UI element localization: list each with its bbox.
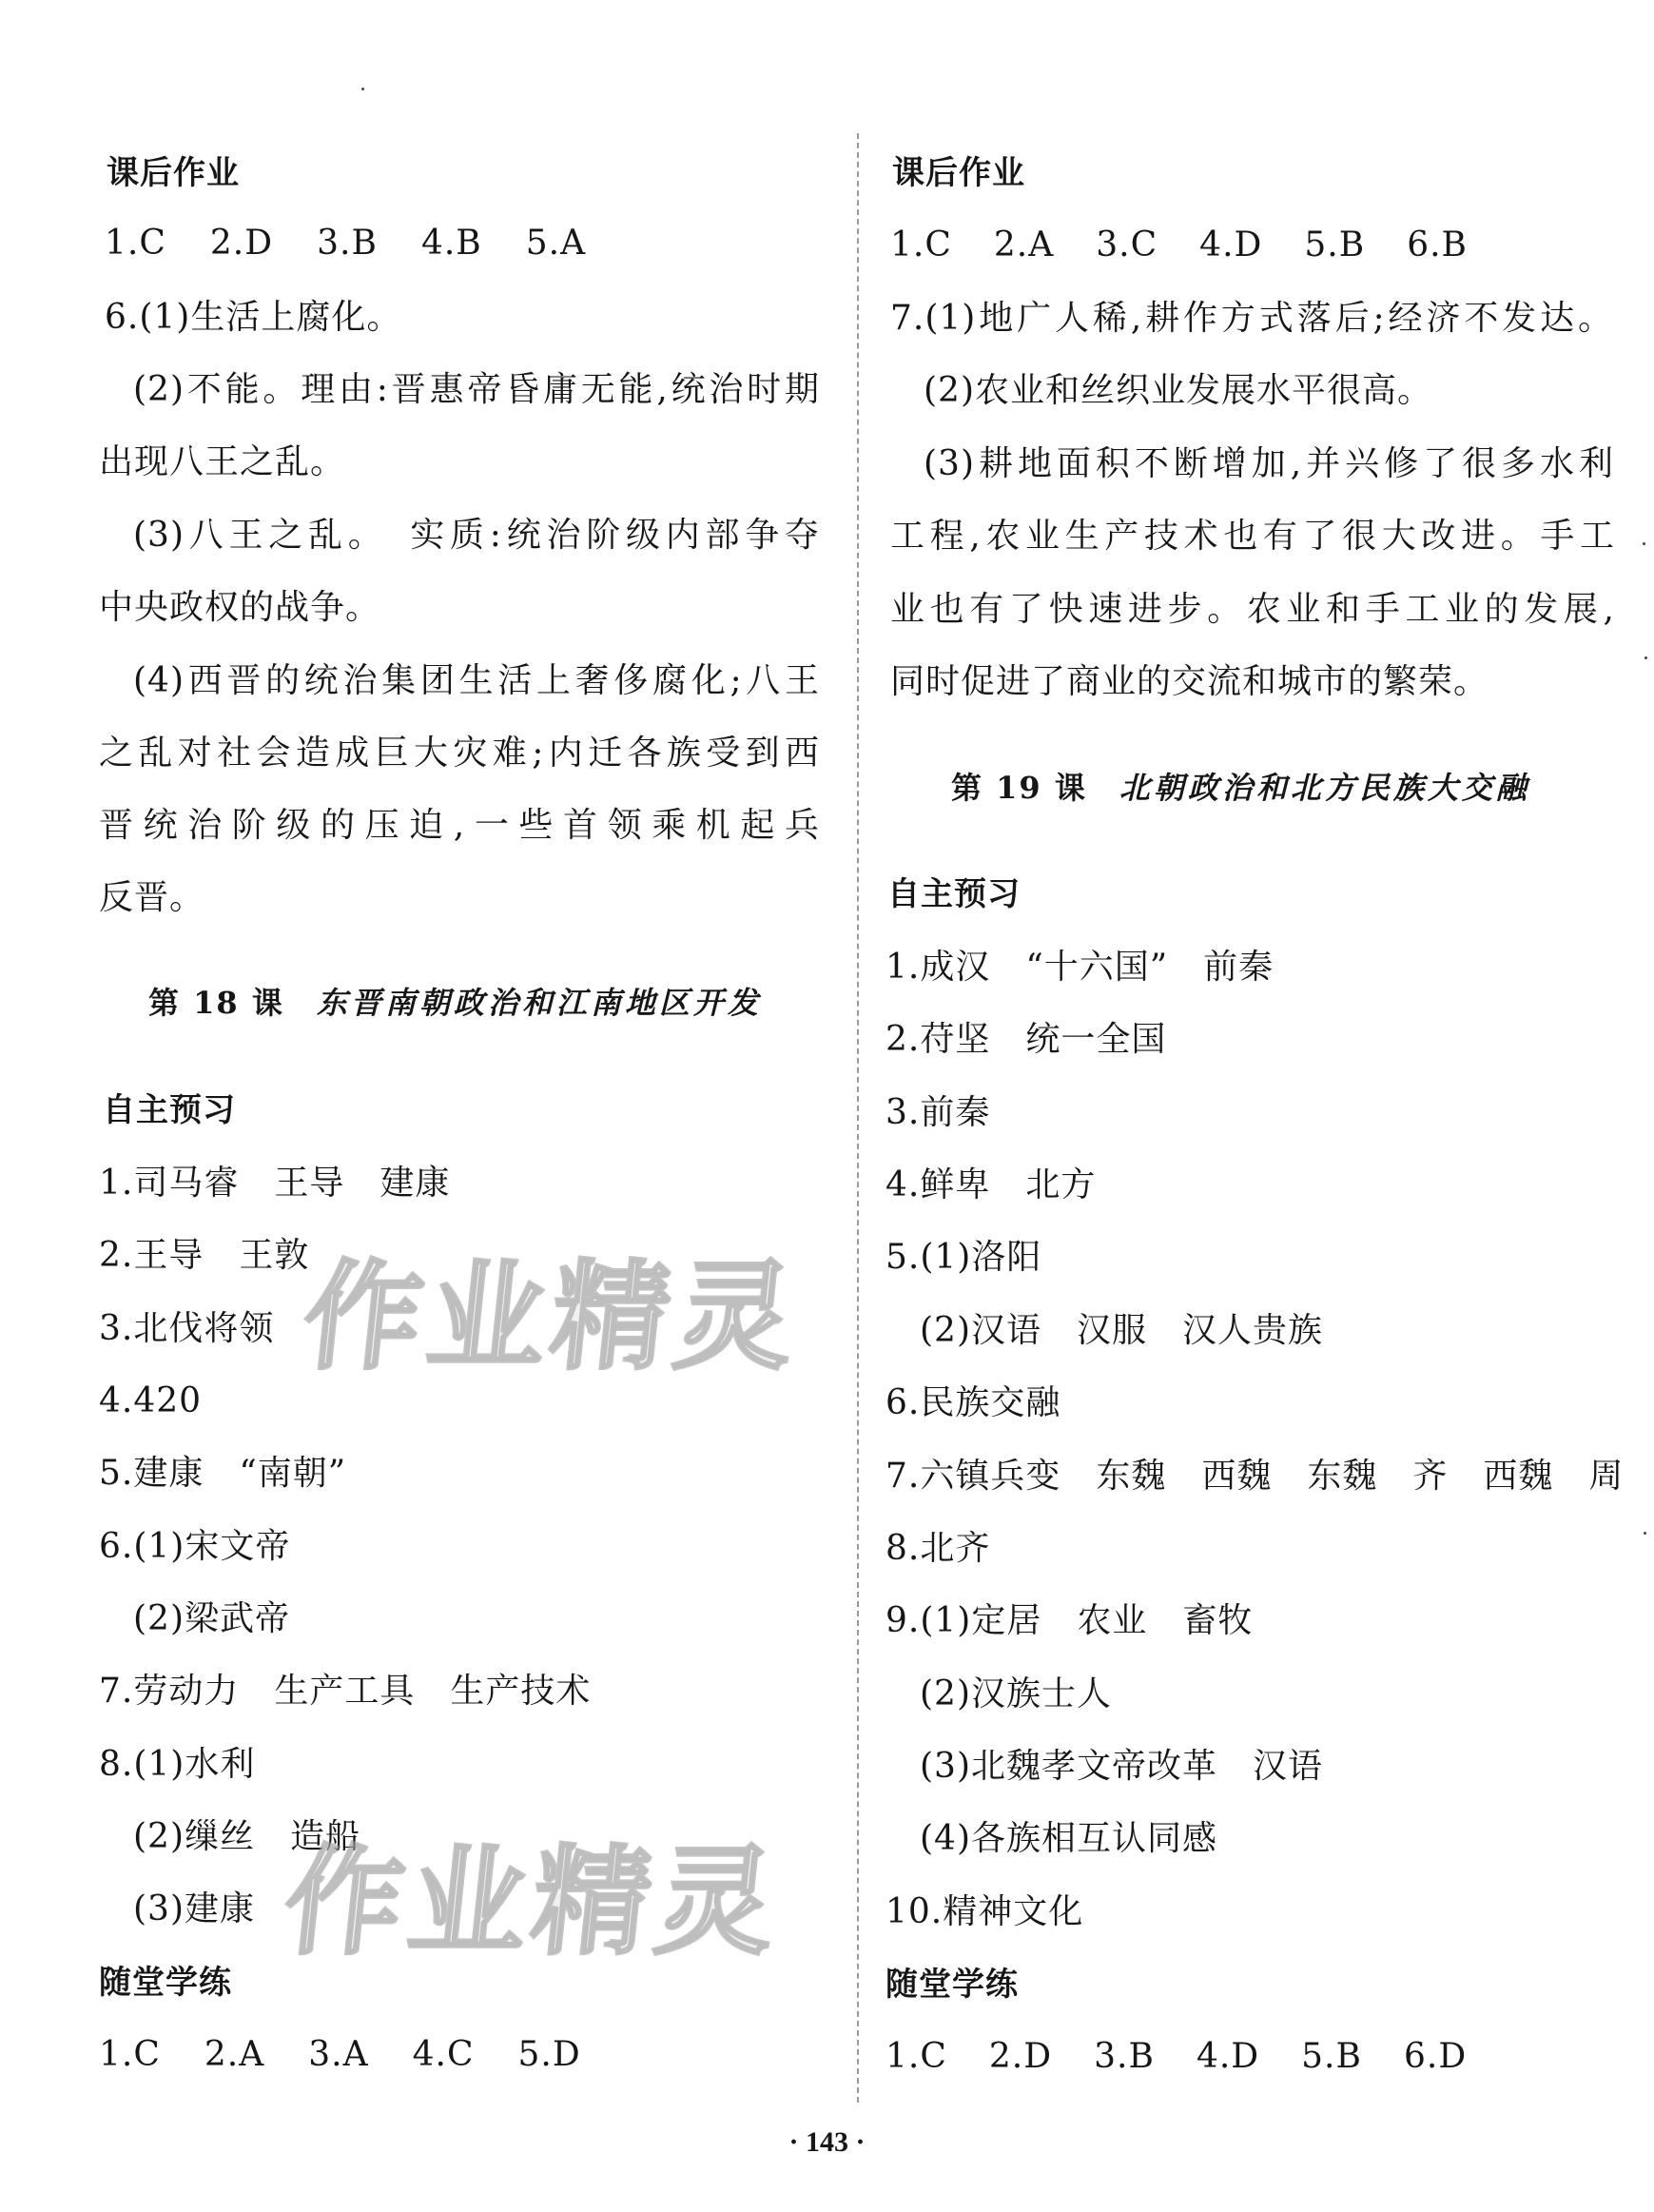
answer-line: 之乱对社会造成巨大灾难;内迁各族受到西 (99, 734, 820, 773)
answer: 2.D (209, 224, 274, 263)
answer-line: 反晋。 (99, 878, 205, 917)
answer-line: 7.六镇兵变 东魏 西魏 东魏 齐 西魏 周 (885, 1457, 1625, 1496)
answer: 5.B (1301, 2037, 1362, 2076)
answer-line: 4.420 (99, 1381, 203, 1420)
lesson-title (148, 982, 762, 1024)
answer-line: (2)汉语 汉服 汉人贵族 (920, 1311, 1323, 1350)
answer-line: 1.成汉 “十六国” 前秦 (885, 948, 1275, 987)
mc-answers-row (105, 223, 586, 264)
answer-line: (4)西晋的统治集团生活上奢侈腐化;八王 (133, 661, 820, 700)
lesson-number: 第 19 课 (951, 770, 1087, 806)
answer-line: 5.建康 “南朝” (99, 1454, 347, 1493)
watermark: 作业精灵 (278, 1834, 788, 1971)
answer: 1.C (890, 225, 952, 264)
answer: 4.D (1199, 225, 1263, 264)
answer-line: (2)缫丝 造船 (133, 1817, 360, 1856)
mc-answers-row (99, 2034, 581, 2076)
answer-line: 7.劳动力 生产工具 生产技术 (99, 1672, 592, 1711)
watermark: 作业精灵 (297, 1249, 807, 1386)
answer-line: 2.苻坚 统一全国 (885, 1020, 1167, 1059)
answer: 4.B (420, 224, 482, 263)
page-number: · 143 · (788, 2126, 866, 2158)
scan-speck (1643, 542, 1645, 545)
answer: 3.B (1094, 2037, 1155, 2076)
column-divider (857, 133, 859, 2103)
answer-line: (2)农业和丝织业发展水平很高。 (924, 371, 1432, 410)
answer-line: 8.北齐 (885, 1529, 991, 1568)
section-heading-preview: 自主预习 (103, 1091, 236, 1129)
answer: 4.C (412, 2035, 475, 2074)
answer: 6.B (1407, 225, 1469, 264)
answer-line: (3)八王之乱。 实质:统治阶级内部争夺 (133, 516, 820, 555)
answer-line: 晋统治阶级的压迫,一些首领乘机起兵 (99, 806, 820, 845)
answer-line: 3.前秦 (885, 1093, 991, 1132)
answer-line: 10.精神文化 (885, 1892, 1084, 1931)
scan-speck (1644, 1532, 1646, 1535)
answer-line: 工程,农业生产技术也有了很大改进。手工 (890, 517, 1615, 556)
answer-line: (3)耕地面积不断增加,并兴修了很多水利 (924, 444, 1614, 483)
section-heading-homework: 课后作业 (892, 154, 1025, 192)
scan-speck (1644, 656, 1647, 659)
answer-line: 同时促进了商业的交流和城市的繁荣。 (890, 662, 1489, 701)
answer: 2.D (988, 2037, 1053, 2076)
answer-line: 6.民族交融 (885, 1383, 1061, 1422)
section-heading-homework: 课后作业 (107, 154, 240, 192)
answer: 5.A (525, 224, 587, 263)
answer-line: 8.(1)水利 (99, 1745, 256, 1784)
answer: 1.C (105, 224, 166, 263)
answer-line: 4.鲜卑 北方 (885, 1165, 1097, 1204)
answer: 3.C (1096, 225, 1158, 264)
answer-line: 5.(1)洛阳 (885, 1238, 1042, 1277)
section-heading-preview: 自主预习 (887, 875, 1021, 913)
mc-answers-row (885, 2036, 1467, 2078)
answer-line: 9.(1)定居 农业 畜牧 (885, 1601, 1254, 1640)
answer-line: (2)不能。理由:晋惠帝昏庸无能,统治时期 (133, 370, 820, 409)
answer: 5.B (1304, 225, 1366, 264)
answer-line: 中央政权的战争。 (99, 588, 381, 627)
scan-speck (361, 88, 364, 90)
answer-line: 业也有了快速进步。农业和手工业的发展, (890, 590, 1615, 629)
lesson-title (951, 767, 1530, 809)
answer: 6.D (1403, 2037, 1468, 2076)
answer-line: 6.(1)宋文帝 (99, 1527, 291, 1566)
answer-line: 1.司马睿 王导 建康 (99, 1164, 451, 1203)
mc-answers-row (890, 225, 1468, 266)
lesson-name: 东晋南朝政治和江南地区开发 (316, 985, 762, 1021)
answer-line: (2)汉族士人 (920, 1674, 1112, 1713)
answer-line: 2.王导 王敦 (99, 1236, 310, 1275)
answer-line: 7.(1)地广人稀,耕作方式落后;经济不发达。 (890, 299, 1613, 338)
answer: 2.A (204, 2035, 265, 2074)
answer: 3.A (308, 2035, 369, 2074)
answer: 5.D (517, 2035, 581, 2074)
lesson-name: 北朝政治和北方民族大交融 (1119, 770, 1530, 806)
section-heading-practice: 随堂学练 (885, 1966, 1019, 2004)
answer-line: 出现八王之乱。 (99, 442, 346, 481)
answer: 4.D (1196, 2037, 1260, 2076)
answer-line: 6.(1)生活上腐化。 (105, 298, 402, 337)
answer: 2.A (993, 225, 1055, 264)
answer-line: (3)北魏孝文帝改革 汉语 (920, 1747, 1323, 1786)
lesson-number: 第 18 课 (148, 985, 284, 1021)
answer-line: (4)各族相互认同感 (920, 1819, 1217, 1858)
answer-line: 3.北伐将领 (99, 1309, 275, 1348)
answer-line: (2)梁武帝 (133, 1599, 290, 1638)
answer: 1.C (99, 2035, 161, 2074)
answer: 1.C (885, 2037, 947, 2076)
answer-line: (3)建康 (133, 1889, 255, 1928)
section-heading-practice: 随堂学练 (99, 1964, 232, 2002)
answer: 3.B (317, 224, 378, 263)
